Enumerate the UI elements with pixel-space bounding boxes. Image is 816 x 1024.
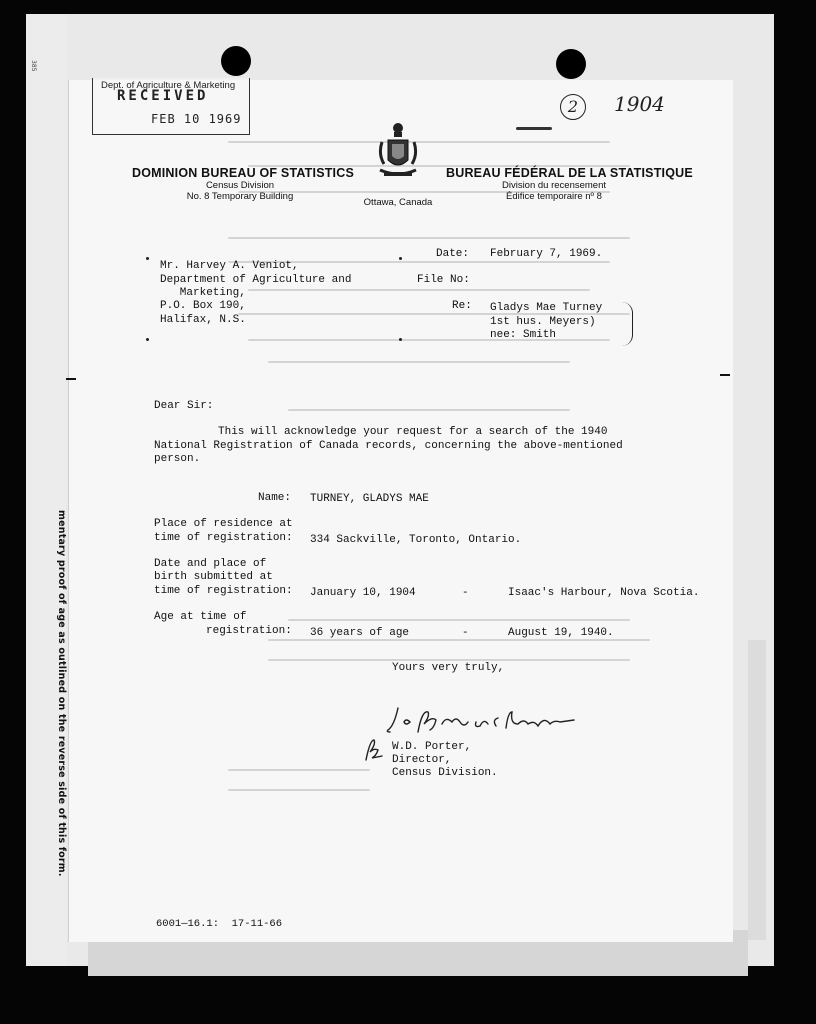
age-label: registration: bbox=[206, 625, 292, 637]
bureau-name-french: BUREAU FÉDÉRAL DE LA STATISTIQUE bbox=[446, 166, 693, 180]
address-line: P.O. Box 190, bbox=[160, 300, 246, 312]
stamp-date: FEB 10 1969 bbox=[151, 112, 242, 126]
birth-place: Isaac's Harbour, Nova Scotia. bbox=[508, 587, 700, 599]
building-english: No. 8 Temporary Building bbox=[186, 191, 294, 202]
residence-label: Place of residence at bbox=[154, 518, 293, 530]
header-english bbox=[132, 166, 354, 202]
address-line: Department of Agriculture and bbox=[160, 274, 352, 286]
coat-of-arms-icon bbox=[374, 120, 422, 184]
handwritten-year: 1904 bbox=[614, 92, 665, 116]
age-label: Age at time of bbox=[154, 611, 247, 623]
side-code: 385 bbox=[30, 60, 37, 72]
re-line: Gladys Mae Turney bbox=[490, 302, 603, 314]
fold-mark bbox=[720, 374, 730, 376]
address-dot bbox=[146, 338, 149, 341]
stamp-received: RECEIVED bbox=[117, 88, 209, 104]
valediction: Yours very truly, bbox=[392, 662, 505, 674]
signer-title: Director, bbox=[392, 754, 452, 766]
body-line: person. bbox=[154, 453, 201, 465]
name-value: TURNEY, GLADYS MAE bbox=[310, 493, 429, 505]
letter-page bbox=[68, 80, 733, 942]
handwritten-dash bbox=[516, 127, 552, 130]
address-dot bbox=[399, 257, 402, 260]
form-code: 6001—16.1: 17-11-66 bbox=[156, 918, 283, 930]
division-french: Division du recensement bbox=[501, 180, 607, 191]
signer-division: Census Division. bbox=[392, 767, 498, 779]
name-label: Name: bbox=[258, 492, 292, 504]
registration-date: August 19, 1940. bbox=[508, 627, 614, 639]
circled-number: 2 bbox=[560, 94, 586, 120]
fold-mark bbox=[66, 378, 76, 380]
signature-icon bbox=[384, 702, 580, 738]
address-line: Halifax, N.S. bbox=[160, 314, 246, 326]
header-french bbox=[446, 166, 693, 202]
residence-label: time of registration: bbox=[154, 532, 293, 544]
side-margin-note: mentary proof of age as outlined on the reverse side of this form. bbox=[56, 510, 67, 877]
body-line: This will acknowledge your request for a search of the 1940 bbox=[218, 426, 608, 438]
division-english: Census Division bbox=[205, 180, 275, 191]
punch-hole bbox=[556, 49, 586, 79]
birth-label: birth submitted at bbox=[154, 571, 273, 583]
signer-name: W.D. Porter, bbox=[392, 741, 472, 753]
residence-value: 334 Sackville, Toronto, Ontario. bbox=[310, 534, 522, 546]
received-stamp bbox=[92, 78, 250, 135]
birth-label: time of registration: bbox=[154, 585, 293, 597]
handwritten-bracket bbox=[622, 302, 633, 346]
stamp-dept: Dept. of Agriculture & Marketing bbox=[101, 80, 236, 91]
back-sheet-edge bbox=[748, 640, 766, 940]
separator-dash: - bbox=[462, 587, 469, 599]
header-city: Ottawa, Canada bbox=[363, 197, 433, 208]
re-line: 1st hus. Meyers) bbox=[490, 316, 596, 328]
birth-date: January 10, 1904 bbox=[310, 587, 416, 599]
file-label: File No: bbox=[417, 274, 470, 286]
building-french: Édifice temporaire nº 8 bbox=[506, 191, 602, 202]
bureau-name-english: DOMINION BUREAU OF STATISTICS bbox=[132, 166, 354, 180]
address-line: Marketing, bbox=[160, 287, 246, 299]
age-value: 36 years of age bbox=[310, 627, 410, 639]
birth-label: Date and place of bbox=[154, 558, 267, 570]
separator-dash: - bbox=[462, 627, 469, 639]
salutation: Dear Sir: bbox=[154, 400, 214, 412]
initial-icon bbox=[360, 736, 384, 762]
re-line: nee: Smith bbox=[490, 329, 557, 341]
body-line: National Registration of Canada records, concerning the above-mentioned bbox=[154, 440, 623, 452]
date-label: Date: bbox=[436, 248, 470, 260]
address-dot bbox=[399, 338, 402, 341]
date-value: February 7, 1969. bbox=[490, 248, 603, 260]
address-line: Mr. Harvey A. Veniot, bbox=[160, 260, 299, 272]
show-through-text bbox=[69, 80, 733, 942]
re-label: Re: bbox=[452, 300, 472, 312]
address-dot bbox=[146, 257, 149, 260]
punch-hole bbox=[221, 46, 251, 76]
